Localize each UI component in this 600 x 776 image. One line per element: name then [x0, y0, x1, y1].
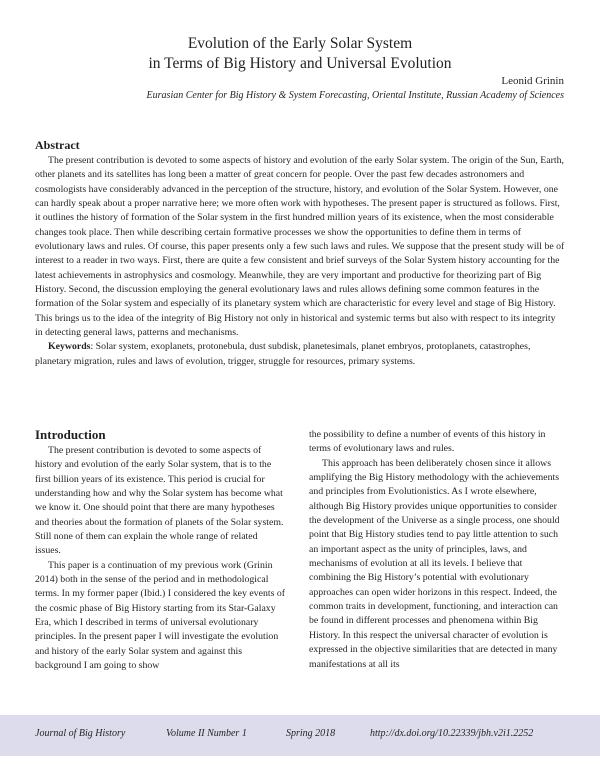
- keywords-label: Keywords: [48, 341, 91, 353]
- keywords: [35, 340, 565, 369]
- page-footer: [0, 715, 600, 756]
- footer-doi[interactable]: http://dx.doi.org/10.22339/jbh.v2i1.2252: [370, 728, 534, 739]
- introduction-paragraph-2: This paper is a continuation of my previous work (Grinin 2014) both in the sense of the period and in methodological terms. In my former paper (Ibid.) I considered the key events of the cosmic phase of Big History starting from its Star-Galaxy Era, which I described in terms of universal evolutionary principles. In the present paper I will investigate the evolution and history of the early Solar system and against this background I am going to show: [35, 559, 286, 672]
- title-line-1: Evolution of the Early Solar System: [187, 35, 413, 52]
- title-line-2: in Terms of Big History and Universal Evolution: [148, 55, 452, 72]
- introduction-paragraph-2-continued: the possibility to define a number of events of this history in terms of evolutionary laws and rules.: [309, 429, 546, 455]
- paper-title: [0, 34, 600, 74]
- introduction-paragraph-3: This approach has been deliberately chosen since it allows amplifying the Big History methodology with the achievements and principles from Evolutionistics. As I wrote elsewhere, although Big History provides unique opportunities to consider the development of the Universe as a single process, one should point that Big History studies tend to pay little attention to such an important aspect as the unity of principles, laws, and mechanisms of evolution at all its levels. I believe that combining the Big History’s potential with evolutionary approaches can open wider horizons in this respect. Indeed, the common traits in development, functioning, and interaction can be found in different processes and phenomena within Big History. In this respect the universal character of evolution is expressed in the objective similarities that are detected in many manifestations at all its: [309, 457, 560, 670]
- keywords-text: : Solar system, exoplanets, protonebula, dust subdisk, planetesimals, planet embryos, protoplanets, catastrophes, planetary migration, rules and laws of evolution, trigger, struggle for resources, primary systems.: [35, 341, 531, 367]
- author-name: Leonid Grinin: [501, 75, 564, 87]
- introduction-right-column: [309, 428, 565, 672]
- author-affiliation: Eurasian Center for Big History & System Forecasting, Oriental Institute, Russian Academy of Sciences: [146, 90, 564, 101]
- abstract-section: [35, 138, 565, 369]
- introduction-paragraph-1: The present contribution is devoted to some aspects of history and evolution of the early Solar system, that is to the first billion years of its existence. This period is crucial for understanding how and why the Solar system has become what we know it. One should point that there are many hypotheses and theories about the formation of planets of the Solar system. Still none of them can explain the whole range of related issues.: [35, 445, 284, 557]
- footer-volume: Volume II Number 1: [166, 728, 247, 739]
- abstract-text: The present contribution is devoted to some aspects of history and evolution of the early Solar system. The origin of the Sun, Earth, other planets and its satellites has long been a matter of great concern for people. Over the past few decades astronomers and cosmologists have considerably advanced in the perception of the structure, history, and evolution of the Solar System. However, one can hardly speak about a proper narrative here; we more often work with hypotheses. The present paper is structured as follows. First, it outlines the history of formation of the Solar system in the first hundred million years of its existence, when the most considerable changes took place. Then while describing certain formative processes we show the opportunities to define them in terms of evolutionary laws and rules. Of course, this paper presents only a few such laws and rules. We suppose that the present study will be of interest to a reader in two ways. First, there are quite a few consistent and brief surveys of the Solar System history accounting for the latest achievements in astrophysics and cosmology. Meanwhile, they are very important and productive for theorizing part of Big History. Second, the discussion employing the general evolutionary laws and rules allows defining some common features in the formation of the Solar system and especially of its planetary system which are characteristic for every level and stage of Big History. This brings us to the idea of the integrity of Big History not only in historical and systemic terms but also with respect to its integrity in detecting general laws, patterns and mechanisms.: [35, 155, 565, 339]
- footer-season: Spring 2018: [286, 728, 336, 739]
- footer-journal: Journal of Big History: [35, 728, 126, 739]
- introduction-heading: Introduction: [35, 427, 106, 442]
- abstract-heading: Abstract: [35, 138, 80, 152]
- introduction-left-column: [35, 428, 285, 674]
